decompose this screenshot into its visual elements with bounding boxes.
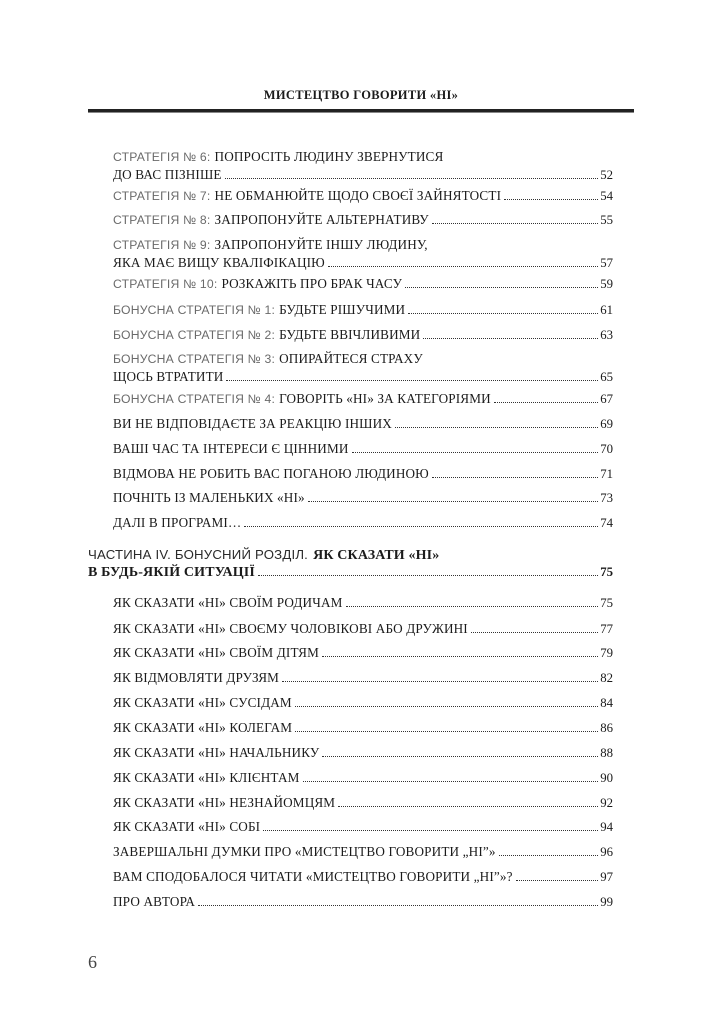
toc-entry[interactable] <box>113 694 613 712</box>
toc-entry[interactable] <box>113 818 613 836</box>
dot-leader <box>471 632 598 633</box>
page-number: 6 <box>88 952 97 972</box>
toc-entry[interactable] <box>113 843 613 861</box>
toc-entry[interactable] <box>113 594 613 612</box>
toc-prefix: БОНУСНА СТРАТЕГІЯ № 1: <box>113 303 276 317</box>
dot-leader <box>432 477 598 478</box>
toc-title: ЯК СКАЗАТИ «НІ» СВОЇМ РОДИЧАМ <box>113 595 343 610</box>
toc-title: ЯК СКАЗАТИ «НІ» КОЛЕГАМ <box>113 720 293 735</box>
dot-leader <box>328 266 598 267</box>
dot-leader <box>499 855 599 856</box>
toc-title: ЗАПРОПОНУЙТЕ ІНШУ ЛЮДИНУ, <box>214 237 428 252</box>
toc-page-number: 86 <box>600 721 613 735</box>
toc-title: ЯК СКАЗАТИ «НІ» НАЧАЛЬНИКУ <box>113 745 320 760</box>
toc-page-number: 71 <box>600 467 613 481</box>
dot-leader <box>504 199 598 200</box>
toc-page-number: 82 <box>600 671 613 685</box>
dot-leader <box>303 781 599 782</box>
toc-entry[interactable] <box>113 893 613 911</box>
toc-entry[interactable] <box>113 350 613 386</box>
toc-title-cont: ДО ВАС ПІЗНІШЕ <box>113 167 222 182</box>
toc-entry[interactable] <box>113 187 613 205</box>
toc-entry[interactable] <box>113 794 613 812</box>
dot-leader <box>405 287 598 288</box>
dot-leader <box>322 756 598 757</box>
toc-prefix: БОНУСНА СТРАТЕГІЯ № 4: <box>113 392 276 406</box>
toc-prefix: СТРАТЕГІЯ № 8: <box>113 213 211 227</box>
toc-prefix: БОНУСНА СТРАТЕГІЯ № 2: <box>113 328 276 342</box>
toc-page-number: 54 <box>600 189 613 203</box>
toc-entry[interactable] <box>113 465 613 483</box>
toc-page-number: 92 <box>600 796 613 810</box>
toc-prefix: СТРАТЕГІЯ № 6: <box>113 150 211 164</box>
part-prefix: ЧАСТИНА IV. БОНУСНИЙ РОЗДІЛ. <box>88 547 309 562</box>
dot-leader <box>395 427 598 428</box>
dot-leader <box>308 501 598 502</box>
dot-leader <box>226 380 598 381</box>
toc-title: ЗАВЕРШАЛЬНІ ДУМКИ ПРО «МИСТЕЦТВО ГОВОРИТИ „НІ”» <box>113 844 496 859</box>
toc-title: ВІДМОВА НЕ РОБИТЬ ВАС ПОГАНОЮ ЛЮДИНОЮ <box>113 466 429 481</box>
dot-leader <box>322 656 598 657</box>
toc-title: БУДЬТЕ ВВІЧЛИВИМИ <box>279 327 421 342</box>
toc-prefix: БОНУСНА СТРАТЕГІЯ № 3: <box>113 352 276 366</box>
toc-title: ДАЛІ В ПРОГРАМІ… <box>113 515 242 530</box>
toc-title: ПОПРОСІТЬ ЛЮДИНУ ЗВЕРНУТИСЯ <box>214 149 444 164</box>
dot-leader <box>423 338 598 339</box>
toc-page-number: 96 <box>600 845 613 859</box>
toc-page-number: 57 <box>600 256 613 270</box>
toc-entry[interactable] <box>113 744 613 762</box>
running-header: МИСТЕЦТВО ГОВОРИТИ «НІ» <box>263 88 459 102</box>
toc-page-number: 67 <box>600 392 613 406</box>
toc-title: ПРО АВТОРА <box>113 894 196 909</box>
dot-leader <box>408 313 598 314</box>
toc-title: НЕ ОБМАНЮЙТЕ ЩОДО СВОЄЇ ЗАЙНЯТОСТІ <box>214 188 502 203</box>
toc-entry[interactable] <box>113 275 613 293</box>
toc-title: ЯК СКАЗАТИ «НІ» КЛІЄНТАМ <box>113 770 300 785</box>
toc-page-number: 90 <box>600 771 613 785</box>
toc-entry[interactable] <box>113 644 613 662</box>
toc-title: ОПИРАЙТЕСЯ СТРАХУ <box>279 351 423 366</box>
toc-page-number: 73 <box>600 491 613 505</box>
toc-page-number: 84 <box>600 696 613 710</box>
toc-part-entry[interactable] <box>88 546 613 581</box>
toc-page-number: 77 <box>600 622 613 636</box>
toc-entry[interactable] <box>113 390 613 408</box>
toc-title: ВИ НЕ ВІДПОВІДАЄТЕ ЗА РЕАКЦІЮ ІНШИХ <box>113 416 392 431</box>
toc-entry[interactable] <box>113 669 613 687</box>
toc-entry[interactable] <box>113 326 613 344</box>
toc-title: ЯК СКАЗАТИ «НІ» НЕЗНАЙОМЦЯМ <box>113 795 336 810</box>
toc-page-number: 55 <box>600 213 613 227</box>
toc-title: ГОВОРІТЬ «НІ» ЗА КАТЕГОРІЯМИ <box>279 391 491 406</box>
dot-leader <box>494 402 598 403</box>
part-title-cont: В БУДЬ-ЯКІЙ СИТУАЦІЇ <box>88 565 255 580</box>
toc-page-number: 65 <box>600 370 613 384</box>
toc-prefix: СТРАТЕГІЯ № 10: <box>113 277 218 291</box>
toc-title: ЯК СКАЗАТИ «НІ» СОБІ <box>113 819 261 834</box>
toc-entry[interactable] <box>113 769 613 787</box>
toc-entry[interactable] <box>113 236 613 272</box>
toc-page-number: 69 <box>600 417 613 431</box>
toc-title: ВАМ СПОДОБАЛОСЯ ЧИТАТИ «МИСТЕЦТВО ГОВОРИТИ „НІ”»? <box>113 869 513 884</box>
dot-leader <box>346 606 599 607</box>
dot-leader <box>244 526 598 527</box>
toc-page-number: 88 <box>600 746 613 760</box>
dot-leader <box>432 223 598 224</box>
toc-entry[interactable] <box>113 868 613 886</box>
toc-prefix: СТРАТЕГІЯ № 9: <box>113 238 211 252</box>
toc-page-number: 74 <box>600 516 613 530</box>
toc-title-cont: ЩОСЬ ВТРАТИТИ <box>113 369 224 384</box>
toc-entry[interactable] <box>113 719 613 737</box>
toc-page-number: 79 <box>600 646 613 660</box>
dot-leader <box>263 830 598 831</box>
toc-prefix: СТРАТЕГІЯ № 7: <box>113 189 211 203</box>
toc-title: ЯК ВІДМОВЛЯТИ ДРУЗЯМ <box>113 670 280 685</box>
toc-page-number: 52 <box>600 168 613 182</box>
dot-leader <box>258 575 598 576</box>
toc-page-number: 75 <box>600 596 613 610</box>
toc-entry[interactable] <box>113 514 613 532</box>
toc-title: ЯК СКАЗАТИ «НІ» СВОЇМ ДІТЯМ <box>113 645 319 660</box>
dot-leader <box>516 880 599 881</box>
toc-entry[interactable] <box>113 211 613 229</box>
toc-page-number: 97 <box>600 870 613 884</box>
toc-page-number: 99 <box>600 895 613 909</box>
toc-page-number: 94 <box>600 820 613 834</box>
toc-title: РОЗКАЖІТЬ ПРО БРАК ЧАСУ <box>221 276 403 291</box>
toc-title: ЯК СКАЗАТИ «НІ» СВОЄМУ ЧОЛОВІКОВІ АБО ДРУЖИНІ <box>113 621 468 636</box>
toc-title: ВАШІ ЧАС ТА ІНТЕРЕСИ Є ЦІННИМИ <box>113 441 349 456</box>
toc-title: ПОЧНІТЬ ІЗ МАЛЕНЬКИХ «НІ» <box>113 490 305 505</box>
toc-page-number: 63 <box>600 328 613 342</box>
toc-page-number: 61 <box>600 303 613 317</box>
dot-leader <box>295 706 598 707</box>
dot-leader <box>198 905 598 906</box>
toc-entry[interactable] <box>113 440 613 458</box>
dot-leader <box>338 806 598 807</box>
toc-page-number: 59 <box>600 277 613 291</box>
header-rule <box>88 109 634 113</box>
toc-entry[interactable] <box>113 148 613 184</box>
dot-leader <box>282 681 598 682</box>
toc-page-number: 70 <box>600 442 613 456</box>
part-title: ЯК СКАЗАТИ «НІ» <box>313 548 440 563</box>
toc-title: БУДЬТЕ РІШУЧИМИ <box>279 302 406 317</box>
toc-title-cont: ЯКА МАЄ ВИЩУ КВАЛІФІКАЦІЮ <box>113 255 325 270</box>
toc-entry[interactable] <box>113 301 613 319</box>
dot-leader <box>225 178 599 179</box>
toc-page-number: 75 <box>600 565 613 579</box>
toc-title: ЗАПРОПОНУЙТЕ АЛЬТЕРНАТИВУ <box>214 212 429 227</box>
toc-entry[interactable] <box>113 489 613 507</box>
toc-entry[interactable] <box>113 620 613 638</box>
toc-title: ЯК СКАЗАТИ «НІ» СУСІДАМ <box>113 695 292 710</box>
toc-entry[interactable] <box>113 415 613 433</box>
dot-leader <box>352 452 599 453</box>
dot-leader <box>295 731 598 732</box>
